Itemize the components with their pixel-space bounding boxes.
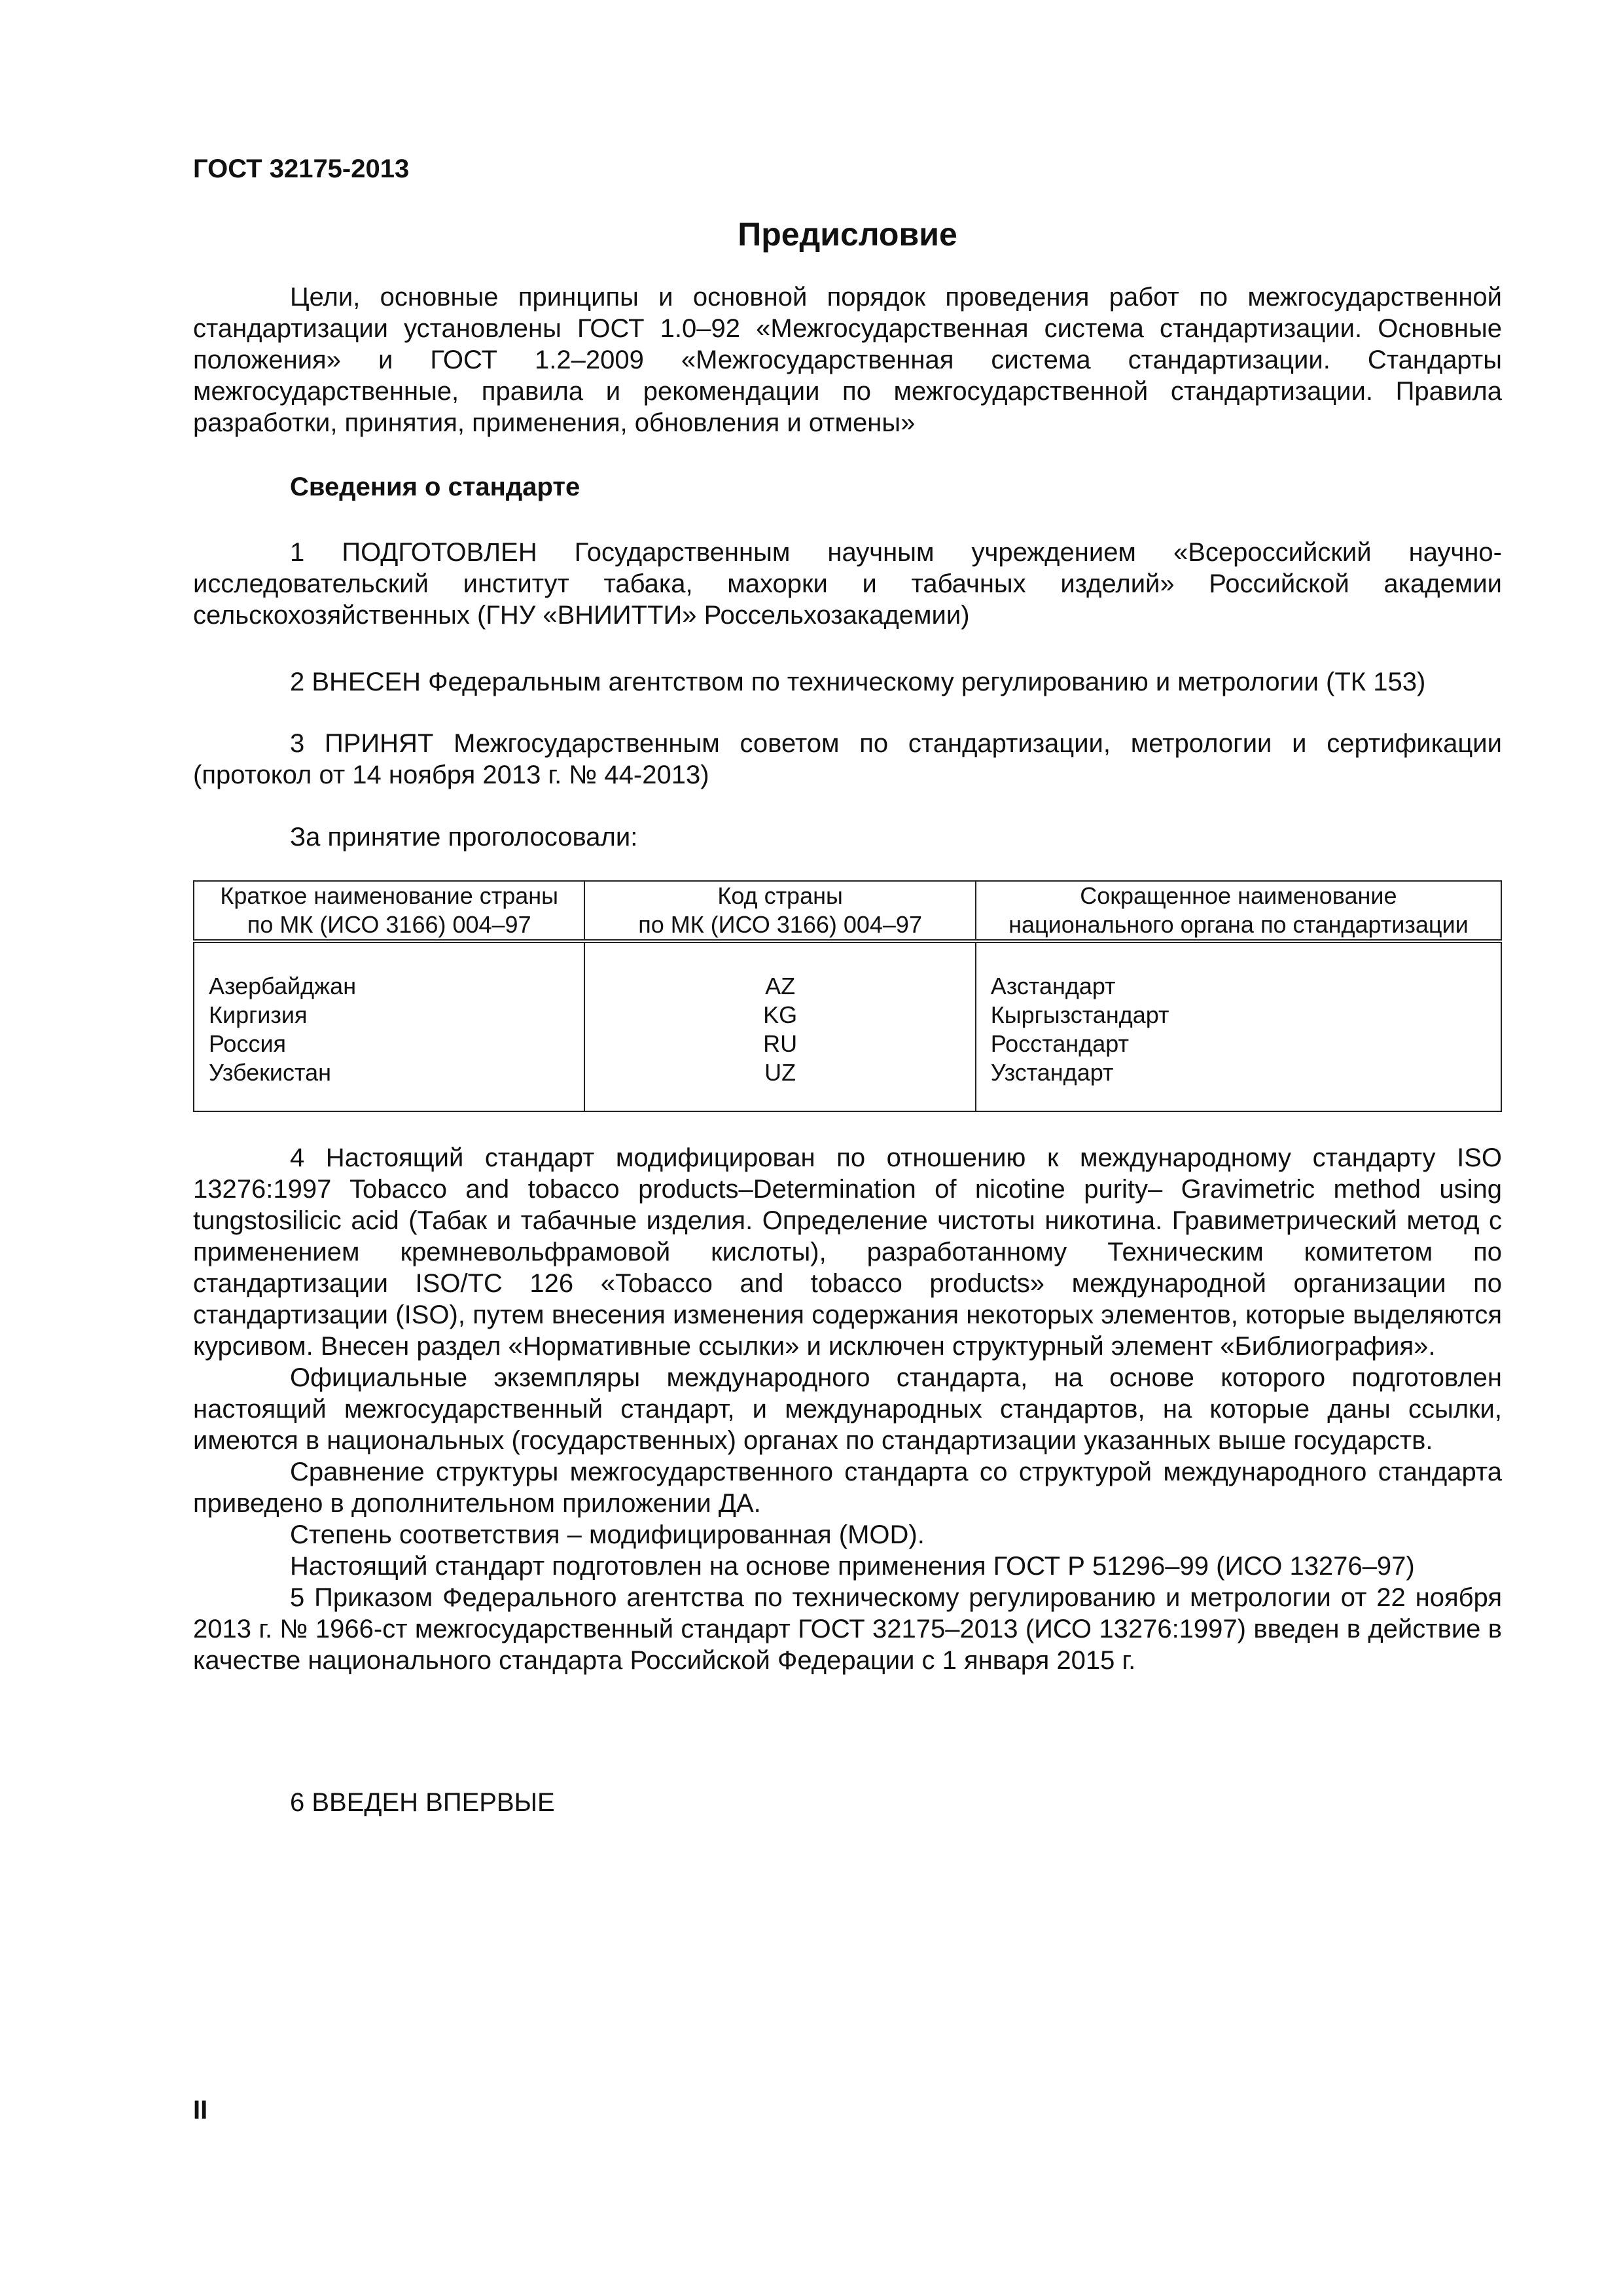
intro-paragraph: Цели, основные принципы и основной порядок проведения работ по межгосударственной стандартизации установлены ГОСТ 1.0–92 «Межгосударственная система стандартизации. Основные положения» и ГОСТ 1.2–2009 «Межгосударственная система стандартизации. Стандарты межгосударственные, правила и рекомендации по межгосударственной стандартизации. Правила разработки, принятия, применения, обновления и отмены» — [193, 283, 1502, 437]
document-page — [193, 131, 1502, 2225]
country-codes-cell — [584, 941, 975, 1111]
page-number: II — [193, 2096, 208, 2125]
item-5-paragraph: 5 Приказом Федерального агентства по техническому регулированию и метрологии от 22 ноября 2013 г. № 1966-ст межгосударственный стандарт ГОСТ 32175–2013 (ИСО 13276:1997) введен в действие в качестве национального стандарта Российской Федерации с 1 января 2015 г. — [193, 1583, 1502, 1675]
item-4-section — [193, 1142, 1502, 1676]
page-title: Предисловие — [738, 216, 957, 253]
header-country-name-line-1: Краткое наименование страны — [220, 882, 559, 909]
country-name: Узбекистан — [209, 1059, 332, 1086]
structure-comparison-paragraph: Сравнение структуры межгосударственного стандарта со структурой международного стандарта приведено в дополнительном приложении ДА. — [193, 1458, 1502, 1518]
item-2-section — [193, 666, 1502, 698]
standards-body-name: Кыргызстандарт — [990, 1001, 1169, 1028]
standards-bodies-cell — [976, 941, 1501, 1111]
header-country-name — [194, 881, 584, 941]
voted-label-section — [193, 821, 1502, 853]
item-3-paragraph: 3 ПРИНЯТ Межгосударственным советом по стандартизации, метрологии и сертификации (протокол от 14 ноября 2013 г. № 44-2013) — [193, 729, 1502, 789]
country-code: UZ — [764, 1059, 796, 1086]
basis-paragraph: Настоящий стандарт подготовлен на основе применения ГОСТ Р 51296–99 (ИСО 13276–97) — [290, 1552, 1415, 1581]
info-heading: Сведения о стандарте — [290, 473, 580, 501]
degree-of-conformity-paragraph: Степень соответствия – модифицированная (MOD). — [290, 1520, 925, 1549]
country-name: Киргизия — [209, 1001, 308, 1028]
item-1-paragraph: 1 ПОДГОТОВЛЕН Государственным научным учреждением «Всероссийский научно-исследовательский институт табака, махорки и табачных изделий» Российской академии сельскохозяйственных (ГНУ «ВНИИТТИ» Россельхозакадемии) — [193, 538, 1502, 630]
item-1-section — [193, 537, 1502, 631]
country-code: RU — [763, 1030, 798, 1057]
intro-section — [193, 281, 1502, 439]
country-code: KG — [763, 1001, 798, 1028]
header-country-code-line-1: Код страны — [717, 882, 843, 909]
item-6-section — [193, 1787, 1502, 1818]
header-country-code — [584, 881, 975, 941]
header-country-name-line-2: по МК (ИСО 3166) 004–97 — [247, 911, 531, 938]
info-heading-section — [193, 471, 1502, 503]
standards-body-name: Узстандарт — [990, 1059, 1114, 1086]
voted-label: За принятие проголосовали: — [290, 823, 638, 852]
header-standards-body-line-1: Сокращенное наименование — [1080, 882, 1397, 909]
header-standards-body-line-2: национального органа по стандартизации — [1008, 911, 1469, 938]
standards-body-name: Азстандарт — [990, 973, 1116, 999]
header-country-code-line-2: по МК (ИСО 3166) 004–97 — [638, 911, 922, 938]
country-code: AZ — [765, 973, 796, 999]
country-name: Россия — [209, 1030, 287, 1057]
item-3-section — [193, 728, 1502, 791]
official-copies-paragraph: Официальные экземпляры международного стандарта, на основе которого подготовлен настоящий межгосударственный стандарт, и международных стандартов, на которые даны ссылки, имеются в национальных (государственных) органах по стандартизации указанных выше государств. — [193, 1363, 1502, 1455]
voting-table-header-row — [194, 881, 1501, 941]
item-2-paragraph: 2 ВНЕСЕН Федеральным агентством по техническому регулированию и метрологии (ТК 153) — [290, 668, 1426, 696]
standard-code-header: ГОСТ 32175-2013 — [193, 154, 410, 183]
country-name: Азербайджан — [209, 973, 357, 999]
country-names-cell — [194, 941, 584, 1111]
item-4-paragraph: 4 Настоящий стандарт модифицирован по отношению к международному стандарту ISO 13276:1997 Tobacco and tobacco products–Determination of nicotine purity– Gravimetric method using tungstosilicic acid (Табак и табачные изделия. Определение чистоты никотина. Гравиметрический метод с применением кремневольфрамовой кислоты), разработанному Техническим комитетом по стандартизации ISO/TC 126 «Tobacco and tobacco products» международной организации по стандартизации (ISO), путем внесения изменения содержания некоторых элементов, которые выделяются курсивом. Внесен раздел «Нормативные ссылки» и исключен структурный элемент «Библиография». — [193, 1143, 1502, 1361]
standards-body-name: Росстандарт — [990, 1030, 1129, 1057]
header-standards-body — [976, 881, 1501, 941]
voting-table — [193, 880, 1502, 1112]
voting-table-body-row — [194, 941, 1501, 1111]
item-6-paragraph: 6 ВВЕДЕН ВПЕРВЫЕ — [290, 1788, 555, 1817]
